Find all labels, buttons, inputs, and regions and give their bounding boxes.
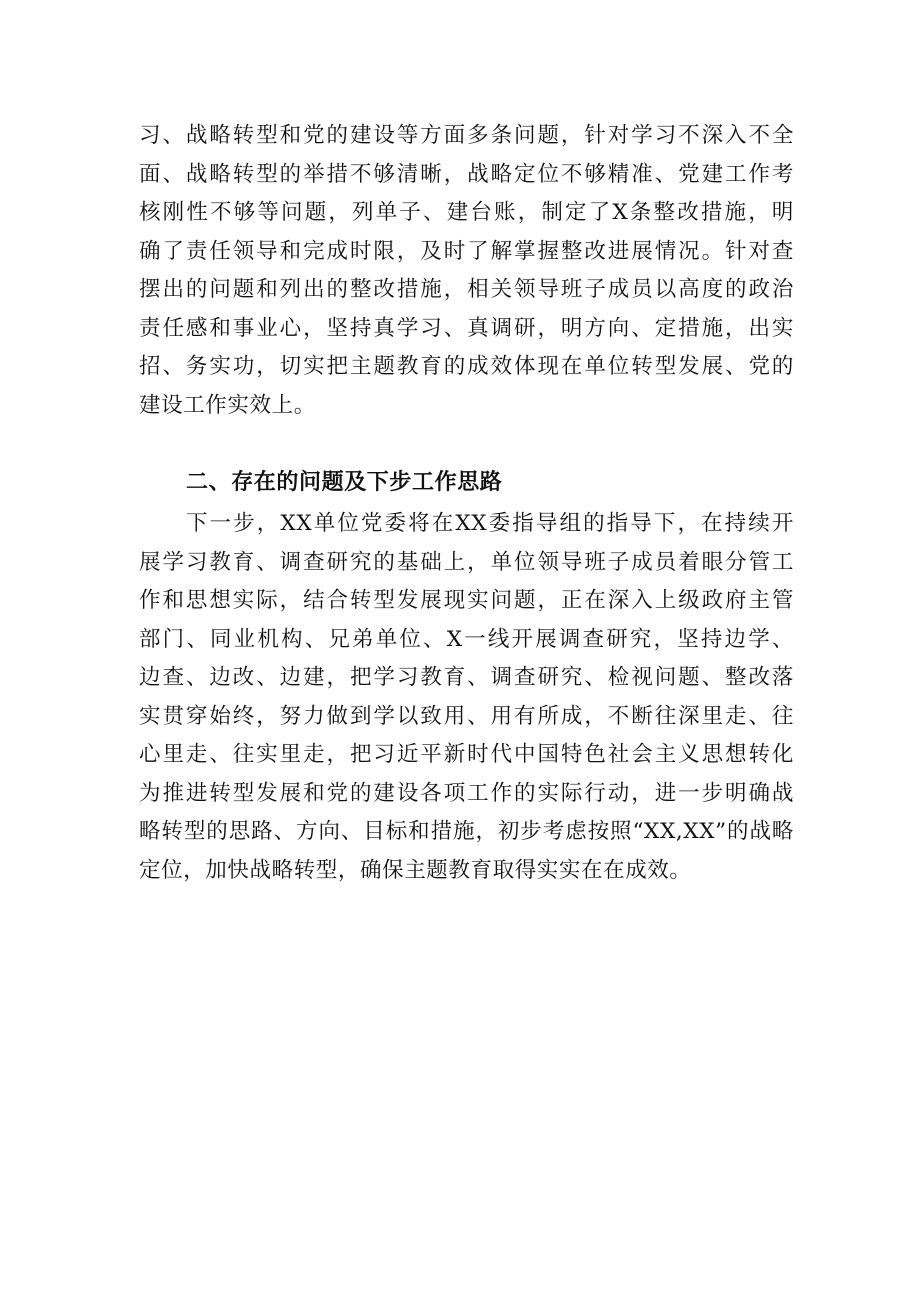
paragraph-line: 展学习教育、调查研究的基础上，单位领导班子成员着眼分管工: [139, 549, 794, 575]
paragraph-line: 定位，加快战略转型，确保主题教育取得实实在在成效。: [139, 857, 692, 883]
paragraph-line: 为推进转型发展和党的建设各项工作的实际行动，进一步明确战: [139, 780, 794, 806]
paragraph-next-steps: [139, 505, 794, 890]
paragraph-line: 招、务实功，切实把主题教育的成效体现在单位转型发展、党的: [139, 354, 794, 379]
paragraph-line: 责任感和事业心，坚持真学习、真调研，明方向、定措施，出实: [139, 315, 794, 341]
paragraph-line: 建设工作实效上。: [139, 392, 316, 418]
paragraph-rectification-measures: [139, 117, 794, 425]
paragraph-line: 略转型的思路、方向、目标和措施，初步考虑按照“XX,XX”的战略: [139, 819, 794, 844]
paragraph-line: 实贯穿始终，努力做到学以致用、用有所成，不断往深里走、往: [139, 703, 794, 729]
paragraph-line: 心里走、往实里走，把习近平新时代中国特色社会主义思想转化: [139, 742, 794, 767]
paragraph-line: 作和思想实际，结合转型发展现实问题，正在深入上级政府主管: [139, 588, 794, 613]
paragraph-line: 摆出的问题和列出的整改措施，相关领导班子成员以高度的政治: [139, 277, 794, 302]
paragraph-line: 习、战略转型和党的建设等方面多条问题，针对学习不深入不全: [139, 123, 794, 148]
paragraph-line: 确了责任领导和完成时限，及时了解掌握整改进展情况。针对查: [139, 238, 794, 264]
paragraph-line: 下一步，XX单位党委将在XX委指导组的指导下，在持续开: [186, 511, 794, 536]
paragraph-line: 部门、同业机构、兄弟单位、X一线开展调查研究，坚持边学、: [139, 626, 794, 652]
paragraph-line: 核刚性不够等问题，列单子、建台账，制定了X条整改措施，明: [139, 200, 794, 225]
section-heading: 二、存在的问题及下步工作思路: [186, 470, 503, 495]
paragraph-line: 面、战略转型的举措不够清晰，战略定位不够精准、党建工作考: [139, 161, 794, 187]
paragraph-line: 边查、边改、边建，把学习教育、调查研究、检视问题、整改落: [139, 665, 794, 690]
